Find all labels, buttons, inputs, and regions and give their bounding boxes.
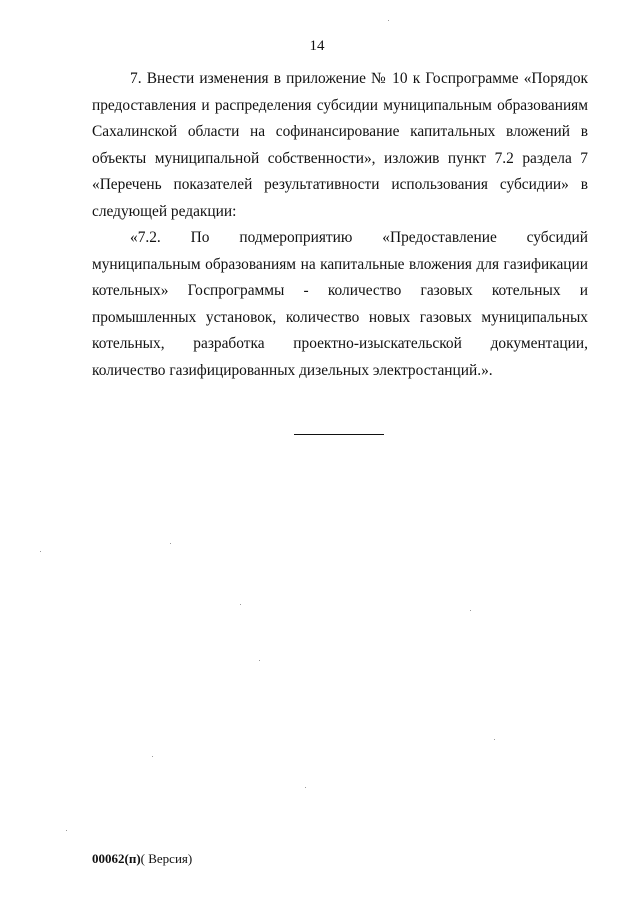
scan-speck — [305, 787, 306, 788]
scan-speck — [494, 739, 495, 740]
paragraph-new-wording: «7.2. По подмероприятию «Предоставление субсидий муниципальным образованиям на капитальные вложения для газификации котельных» Госпрограммы - количество газовых котельных и промышленных установок, количество новых газовых муниципальных котельных, разработка проектно-изыскательской документации, количество газифицированных дизельных электростанций.». — [92, 229, 588, 379]
scan-speck — [259, 660, 260, 661]
doc-code: 00062(п) — [92, 851, 141, 866]
scan-speck — [240, 604, 241, 605]
scan-speck — [170, 543, 171, 544]
page-number: 14 — [309, 38, 325, 54]
scan-speck — [40, 551, 41, 552]
scan-speck — [388, 20, 389, 21]
document-body — [92, 66, 588, 384]
scan-speck — [152, 756, 153, 757]
scan-speck — [470, 610, 471, 611]
version-label: ( Версия) — [140, 851, 193, 866]
footer-document-code — [92, 851, 192, 867]
scan-speck — [66, 830, 67, 831]
paragraph-amendment: 7. Внести изменения в приложение № 10 к Госпрограмме «Порядок предоставления и распределения субсидии муниципальным образованиям Сахалинской области на софинансирование капитальных вложений в объекты муниципальной собственности», изложив пункт 7.2 раздела 7 «Перечень показателей результативности использования субсидии» в следующей редакции: — [92, 70, 588, 220]
end-separator-line — [294, 434, 384, 435]
